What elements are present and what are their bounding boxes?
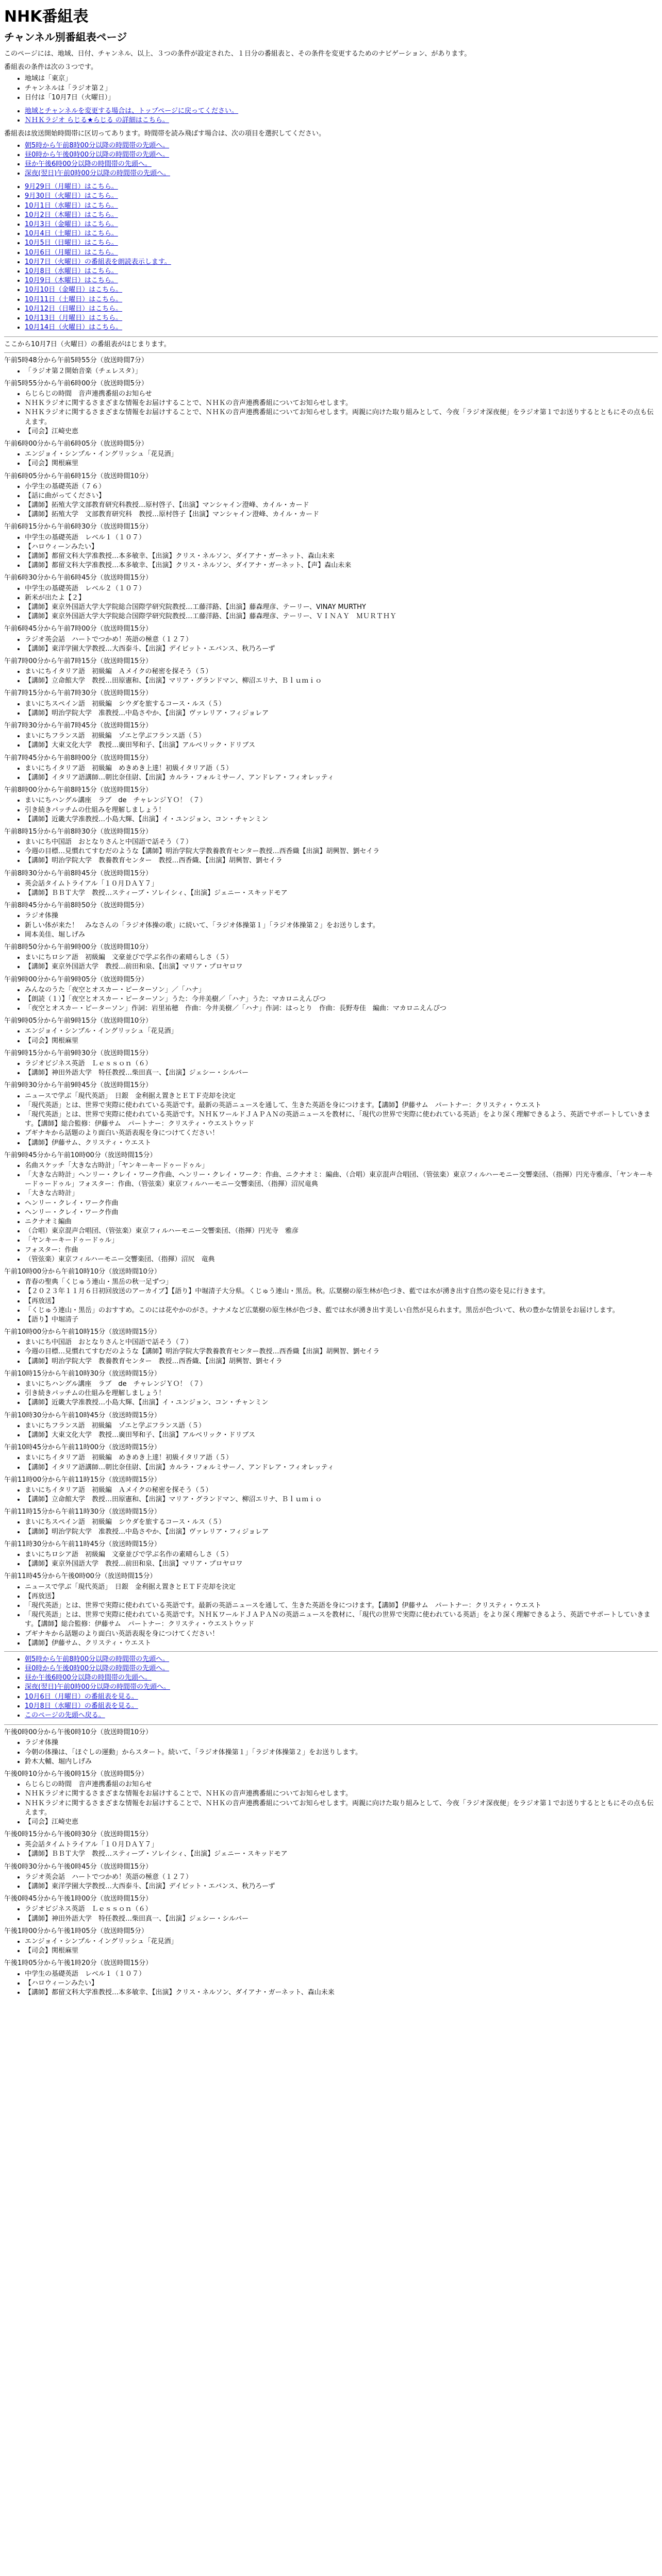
program-detail: • 【講師】拓殖大学 文部教育研究科 教授…原村啓子【出演】マンシャイン澄峰、カイル・カード <box>25 510 658 519</box>
program-time: 午前11時30分から午前11時45分（放送時間15分） <box>4 1540 161 1548</box>
program-title: • ラジオ英会話 ハートでつかめ！英語の極意（１２７） <box>25 1873 658 1882</box>
program-title: • ラジオビジネス英語 Ｌｅｓｓｏｎ（６） <box>25 1059 658 1069</box>
program-time: 午前8時45分から午前8時50分（放送時間5分） <box>4 902 148 910</box>
program-detail: • （管弦楽）東京フィルハーモニー交響楽団、（指揮）沼尻 竜典 <box>25 1255 658 1264</box>
mid-nav-list <box>4 1655 658 1720</box>
page-title: NHK番組表 <box>4 8 89 26</box>
program-details <box>4 1780 658 1827</box>
program-detail: • ヘンリー・クレイ・ワーク作曲 <box>25 1208 658 1217</box>
program-title: • ラジオ体操 <box>25 1738 658 1748</box>
program-details <box>4 482 658 520</box>
program-detail: • 【講師】明治学院大学 教養教育センター 教授…西香織、【出演】胡興智、劉セイラ <box>25 1357 658 1366</box>
program-details <box>4 635 658 654</box>
program-detail: • ヘンリー・クレイ・ワーク作曲 <box>25 1199 658 1208</box>
program-detail: • ＮＨＫラジオに関するさまざまな情報をお届けすることで、ＮＨＫの音声連携番組についてお知らせします。両親に向けた取り組みとして、今夜「ラジオ深夜便」をラジオ第１でお送りするとともにその点も伝えます。 <box>25 408 658 427</box>
program-detail: • 【講師】立命館大学 教授…田原憲和、【出演】マリア・グランドマン、柳沼エリナ、Ｂｌｕｍｉｏ <box>25 676 658 686</box>
program-detail: • 【講師】立命館大学 教授…田原憲和、【出演】マリア・グランドマン、柳沼エリナ、Ｂｌｕｍｉｏ <box>25 1495 658 1504</box>
program-time: 午前8時30分から午前8時45分（放送時間15分） <box>4 869 153 877</box>
program-details <box>4 838 658 866</box>
program-title: • まいにち中国語 おとなりさんと中国語で話そう（７） <box>25 1338 658 1347</box>
time-nav-link[interactable]: 昼か午後6時00分以降の時間帯の先頭へ。 <box>25 160 152 168</box>
mid-nav-link[interactable]: 10月6日（月曜日）の番組表を見る。 <box>25 1692 138 1701</box>
program-time: 午前6時45分から午前7時00分（放送時間15分） <box>4 625 153 633</box>
program-title: • まいにち中国語 おとなりさんと中国語で話そう（７） <box>25 838 658 847</box>
program-detail: • ブギナキから話題のより面白い英語表現を身につけてください！ <box>25 1129 658 1138</box>
program-detail: • 【司会】関根麻里 <box>25 459 658 468</box>
program-detail: • 【講師】ＢＢＴ大学 教授…スティーブ・ソレイシィ、【出演】ジェニー・スキッドモア <box>25 1850 658 1859</box>
program-slot <box>4 472 658 520</box>
program-slot <box>4 1328 658 1366</box>
program-time: 午前11時45分から午後0時00分（放送時間15分） <box>4 1572 157 1581</box>
program-details <box>4 986 658 1014</box>
program-details <box>4 450 658 468</box>
program-details <box>4 879 658 898</box>
program-slot <box>4 943 658 972</box>
program-details <box>4 1518 658 1536</box>
program-title: • 小学生の基礎英語（７６） <box>25 482 658 492</box>
program-time: 午前6時05分から午前6時15分（放送時間10分） <box>4 472 153 480</box>
program-detail: • 【講師】明治学院大学 教養教育センター 教授…西香織、【出演】胡興智、劉セイラ <box>25 856 658 866</box>
program-title: • エンジョイ・シンプル・イングリッシュ「花見酒」 <box>25 1027 658 1036</box>
program-time: 午前8時00分から午前8時15分（放送時間15分） <box>4 786 153 794</box>
program-slot <box>4 1540 658 1569</box>
program-time: 午前7時00分から午前7時15分（放送時間15分） <box>4 657 153 665</box>
program-slot <box>4 522 658 570</box>
schedule-start: ここから10月7日（火曜日）の番組表がはじまります。 <box>4 341 171 349</box>
program-title: • 「ラジオ第２開始音楽（チェレスタ）」 <box>25 367 658 376</box>
program-detail: • 【講師】イタリア語講師…朝比奈佳尉、【出演】カルラ・フォルミサーノ、アンドレア・フィオレッティ <box>25 773 658 783</box>
program-detail: • 引き続きパッチムの仕組みを理解しましょう！ <box>25 1389 658 1398</box>
program-title: • 中学生の基礎英語 レベル２（１０７） <box>25 584 658 594</box>
program-details <box>4 1092 658 1148</box>
program-detail: • フォスター：作曲 <box>25 1246 658 1255</box>
program-time: 午前7時45分から午前8時00分（放送時間15分） <box>4 754 153 762</box>
program-title: • 中学生の基礎英語 レベル１（１０７） <box>25 1970 658 1979</box>
program-detail: • 「大きな古時計」ヘンリー・クレイ・ワーク作曲、ヘンリー・クレイ・ワーク：作曲、ニクナオミ：編曲、（合唱）東京混声合唱団、（管弦楽）東京フィルハーモニー交響楽団、（指揮）円光寺雅彦、「ヤンキーキードゥードゥル」フォスター：作曲、（管弦楽）東京フィルハーモニー交響楽団、（指揮）沼尻竜典 <box>25 1171 658 1189</box>
mid-nav-link[interactable]: このページの先頭へ戻る。 <box>25 1711 105 1719</box>
program-details <box>4 796 658 824</box>
program-details <box>4 911 658 940</box>
program-title: • 名曲スケッチ「大きな古時計」「ヤンキーキードゥードゥル」 <box>25 1161 658 1171</box>
program-details <box>4 1278 658 1325</box>
program-details <box>4 1937 658 1956</box>
date-link[interactable]: 10月5日（日曜日）はこちら。 <box>25 239 118 247</box>
program-slot <box>4 1016 658 1046</box>
program-details <box>4 1486 658 1504</box>
program-detail: • 【講師】伊藤サム、クリスティ・ウエスト <box>25 1639 658 1648</box>
program-title: • まいにちハングル講座 ラブ de チャレンジＹＯ！（７） <box>25 1380 658 1389</box>
program-detail: • 岡本美佳、堀しげみ <box>25 930 658 940</box>
date-nav-list <box>4 182 658 332</box>
program-slot <box>4 1151 658 1264</box>
program-detail: • 「くじゅう連山・黒岳」のおすすめ。このには花やかのがさ。ナナメなど広葉樹の原生林が色づき、藍では水が湧き出す美しい自然が見られます。黒岳が色づいて、秋の豊かな情景をお届けします。 <box>25 1306 658 1315</box>
program-detail: • 【講師】明治学院大学 准教授…中島さやか、【出演】ヴァレリア・フィジョレア <box>25 709 658 718</box>
program-slot <box>4 1770 658 1827</box>
program-detail: • ブギナキから話題のより面白い英語表現を身につけてください！ <box>25 1630 658 1639</box>
program-title: • ニュースで学ぶ「現代英語」 日銀 金利据え置きとＥＴＦ売却を決定 <box>25 1092 658 1101</box>
program-detail: • 今週の目標…見慣れてすむだのような【講師】明治学院大学教養教育センター教授…西香織【出演】胡興智、劉セイラ <box>25 847 658 856</box>
mid-nav-link[interactable]: 昼0時から午後0時00分以降の時間帯の先頭へ。 <box>25 1665 170 1673</box>
program-slot <box>4 1728 658 1767</box>
program-time: 午前7時15分から午前7時30分（放送時間15分） <box>4 689 153 698</box>
program-title: • らじらじの時間 音声連携番組のお知らせ <box>25 389 658 399</box>
mid-nav-link[interactable]: 朝5時から午前8時00分以降の時間帯の先頭へ。 <box>25 1655 170 1663</box>
program-detail: • 【講師】東京外国語大学大学院総合国際学研究院教授…工藤洋路、【出演】藤森理彦、テーリー、VINAY MURTHY <box>25 603 658 612</box>
program-details <box>4 389 658 436</box>
program-time: 午後0時10分から午後0時15分（放送時間5分） <box>4 1770 148 1778</box>
time-nav-link[interactable]: 深夜(翌日)午前0時00分以降の時間帯の先頭へ。 <box>25 170 170 178</box>
program-detail: • 【講師】神田外語大学 特任教授…柴田真一、【出演】ジェシー・シルバー <box>25 1069 658 1078</box>
program-detail: • 【司会】江崎史恵 <box>25 427 658 436</box>
program-time: 午前9時15分から午前9時30分（放送時間15分） <box>4 1049 153 1057</box>
date-link[interactable]: 10月4日（土曜日）はこちら。 <box>25 230 118 238</box>
program-time: 午前6時00分から午前6時05分（放送時間5分） <box>4 439 148 448</box>
date-link[interactable]: 9月30日（火曜日）はこちら。 <box>25 192 118 200</box>
program-detail: • 新米が出たよ【２】 <box>25 594 658 603</box>
program-slot <box>4 1476 658 1505</box>
program-detail: • 【講師】都留文科大学准教授…本多敏幸、【出演】クリス・ネルソン、ダイアナ・ガーネット、【声】森山未来 <box>25 561 658 570</box>
program-slot <box>4 975 658 1014</box>
divider <box>4 352 658 353</box>
program-slot <box>4 1830 658 1859</box>
program-time: 午前10時15分から午前10時30分（放送時間15分） <box>4 1369 161 1378</box>
divider <box>4 336 658 337</box>
program-detail: • 今朝の体操は、「ほぐしの運動」からスタート。続いて、「ラジオ体操第１」「ラジオ体操第２」をお送りします。 <box>25 1748 658 1757</box>
program-detail: • 【２０２３年１１月６日初回放送のアーカイブ】【語り】中堀清子大分県。くじゅう連山・黒岳。秋。広葉樹の原生林が色づき、藍では水が湧き出す自然の姿を見に行きます。 <box>25 1287 658 1296</box>
program-slot <box>4 1411 658 1440</box>
program-detail: • 【語り】中堀清子 <box>25 1315 658 1325</box>
program-slot <box>4 689 658 718</box>
program-time: 午後1時05分から午後1時20分（放送時間15分） <box>4 1959 153 1968</box>
schedule-morning <box>4 356 658 1648</box>
program-detail: • 【講師】東京外国語大学 教授…前田和泉、【出演】マリア・プロヤロワ <box>25 962 658 972</box>
program-slot <box>4 1443 658 1472</box>
change-region-link[interactable]: 地域とチャンネルを変更する場合は、トップページに戻ってください。 <box>25 107 239 115</box>
program-time: 午前10時00分から午前10時10分（放送時間10分） <box>4 1267 161 1276</box>
program-slot <box>4 786 658 824</box>
program-details <box>4 1059 658 1078</box>
program-title: • ラジオ英会話 ハートでつかめ！英語の極意（１２７） <box>25 635 658 645</box>
conditions-label: 番組表の条件は次の３つです。 <box>4 63 97 72</box>
program-details <box>4 1161 658 1264</box>
date-link[interactable]: 10月14日（火曜日）はこちら。 <box>25 324 123 332</box>
date-link[interactable]: 10月13日（月曜日）はこちら。 <box>25 314 123 322</box>
program-detail: • ＮＨＫラジオに関するさまざまな情報をお届けすることで、ＮＨＫの音声連携番組についてお知らせします。 <box>25 1789 658 1799</box>
program-title: • ラジオ体操 <box>25 911 658 921</box>
program-title: • まいにちフランス語 初級編 ゾエと学ぶフランス語（５） <box>25 1421 658 1431</box>
program-title: • まいにちロシア語 初級編 文豪並びで学ぶ名作の素晴らしさ（５） <box>25 1550 658 1560</box>
program-detail: • 【講師】東洋学園大学教授…大西泰斗、【出演】デイビット・エバンス、秋乃ろーず <box>25 1882 658 1891</box>
program-slot <box>4 439 658 469</box>
program-title: • まいにちロシア語 初級編 文豪並びで学ぶ名作の素晴らしさ（５） <box>25 953 658 962</box>
program-slot <box>4 1894 658 1924</box>
program-details <box>4 1583 658 1648</box>
program-detail: • 【講師】都留文科大学准教授…本多敏幸、【出演】クリス・ネルソン、ダイアナ・ガーネット、森山未来 <box>25 1988 658 1997</box>
program-time: 午前10時30分から午前10時45分（放送時間15分） <box>4 1411 161 1419</box>
program-title: • 中学生の基礎英語 レベル１（１０７） <box>25 533 658 543</box>
program-detail: • 【講師】近畿大学准教授…小島大輝、【出演】イ・ユンジョン、コン・チャンミン <box>25 1398 658 1408</box>
condition-item: • 地域は「東京」 <box>25 74 658 83</box>
program-title: • まいにちイタリア語 初級編 Ａメイクの秘密を探そう（５） <box>25 667 658 676</box>
program-detail: • （合唱）東京混声合唱団、（管弦楽）東京フィルハーモニー交響楽団、（指揮）円光寺 雅彦 <box>25 1227 658 1236</box>
program-detail: • 「夜空とオスカー・ピーターソン」作詞：岩里祐穂 作曲：今井美樹／「ハナ」作詞：はっとり 作曲：長野寿佳 編曲：マカロニえんぴつ <box>25 1004 658 1013</box>
page-subtitle: チャンネル別番組表ページ <box>4 31 127 43</box>
program-detail: • 【講師】伊藤サム、クリスティ・ウエスト <box>25 1139 658 1148</box>
program-details <box>4 1338 658 1366</box>
program-details <box>4 764 658 783</box>
program-slot <box>4 827 658 866</box>
program-time: 午前8時50分から午前9時00分（放送時間10分） <box>4 943 153 951</box>
program-title: • エンジョイ・シンプル・イングリッシュ「花見酒」 <box>25 1937 658 1946</box>
program-detail: • ＮＨＫラジオに関するさまざまな情報をお届けすることで、ＮＨＫの音声連携番組についてお知らせします。 <box>25 399 658 408</box>
program-details <box>4 1380 658 1408</box>
date-link[interactable]: 10月8日（水曜日）はこちら。 <box>25 267 118 275</box>
schedule-afternoon <box>4 1728 658 1997</box>
program-detail: • 【講師】ＢＢＴ大学 教授…スティーブ・ソレイシィ、【出演】ジェニー・スキッドモア <box>25 889 658 898</box>
program-detail: • 【司会】江崎史恵 <box>25 1818 658 1827</box>
program-time: 午前6時15分から午前6時30分（放送時間15分） <box>4 523 153 531</box>
program-details <box>4 1453 658 1472</box>
condition-item: • チャンネルは「ラジオ第２」 <box>25 84 658 93</box>
program-title: • まいにちイタリア語 初級編 めきめき上達！初級イタリア語（５） <box>25 764 658 773</box>
program-details <box>4 1550 658 1569</box>
date-link[interactable]: 10月6日（月曜日）はこちら。 <box>25 248 118 257</box>
program-detail: • 【講師】都留文科大学准教授…本多敏幸、【出演】クリス・ネルソン、ダイアナ・ガーネット、森山未来 <box>25 552 658 561</box>
program-detail: • 【講師】東京外国語大学大学院総合国際学研究院教授…工藤洋路、【出演】藤森理彦、テーリー、ＶＩＮＡＹ ＭＵＲＴＨＹ <box>25 612 658 621</box>
program-detail: • 【講師】明治学院大学 准教授…中島さやか、【出演】ヴァレリア・フィジョレア <box>25 1528 658 1537</box>
program-details <box>4 953 658 972</box>
divider <box>4 1724 658 1725</box>
program-detail: • 「現代英語」とは、世界で実際に使われている英語です。ＮＨＫワールドＪＡＰＡＮの英語ニュースを教材に、「現代の世界で実際に使われている英語」をより深く理解できるよう、英語でサポートしていきます。【講師】総合監修：伊藤サム パートナー：クリスティ・ウエストウッド <box>25 1110 658 1129</box>
program-detail: • 「ヤンキーキードゥードゥル」 <box>25 1236 658 1245</box>
time-nav-list <box>4 141 658 179</box>
program-detail: • 【講師】拓殖大学文部教育研究科教授…原村啓子、【出演】マンシャイン澄峰、カイル・カード <box>25 501 658 510</box>
date-link[interactable]: 10月12日（日曜日）はこちら。 <box>25 304 123 313</box>
program-title: • まいにちフランス語 初級編 ゾエと学ぶフランス語（５） <box>25 732 658 741</box>
program-details <box>4 1421 658 1440</box>
program-title: • 英会話タイムトライアル「１０月ＤＡＹ７」 <box>25 1840 658 1850</box>
program-details <box>4 700 658 718</box>
program-title: • 英会話タイムトライアル「１０月ＤＡＹ７」 <box>25 879 658 889</box>
program-title: • みんなのうた「夜空とオスカー・ピーターソン」／「ハナ」 <box>25 986 658 995</box>
date-link[interactable]: 10月3日（金曜日）はこちら。 <box>25 221 118 228</box>
program-detail: • 【講師】東京外国語大学 教授…前田和泉、【出演】マリア・プロヤロワ <box>25 1560 658 1569</box>
program-detail: • 新しい体が来た！ みなさんの「ラジオ体操の歌」に続いて、「ラジオ体操第１」「ラジオ体操第２」をお送りします。 <box>25 921 658 930</box>
program-time: 午前9時05分から午前9時15分（放送時間10分） <box>4 1017 153 1025</box>
program-detail: • 今週の目標…見慣れてすむだのような【講師】明治学院大学教養教育センター教授…西香織【出演】胡興智、劉セイラ <box>25 1347 658 1357</box>
program-slot <box>4 1507 658 1537</box>
date-link[interactable]: 9月29日（月曜日）はこちら。 <box>25 183 118 191</box>
program-detail: • 【朗読（１）】「夜空とオスカー・ピーターソン」うた：今井美樹／「ハナ」うた：マカロニえんぴつ <box>25 995 658 1004</box>
page-lead: このページには、地域、日付、チャンネル、以上、３つの条件が設定された、１日分の番組表と、その条件を変更するためのナビゲーション、があります。 <box>4 50 471 58</box>
program-time: 午後0時00分から午後0時10分（放送時間10分） <box>4 1728 153 1737</box>
program-time: 午後0時45分から午後1時00分（放送時間15分） <box>4 1895 153 1903</box>
program-detail: • 【講師】イタリア語講師…朝比奈佳尉、【出演】カルラ・フォルミサーノ、アンドレア・フィオレッティ <box>25 1463 658 1472</box>
program-title: • ラジオビジネス英語 Ｌｅｓｓｏｎ（６） <box>25 1905 658 1914</box>
program-slot <box>4 754 658 783</box>
program-time: 午前7時30分から午前7時45分（放送時間15分） <box>4 722 153 730</box>
program-detail: • 「大きな古時計」 <box>25 1189 658 1198</box>
program-detail: • 【ハロウィーンみたい】 <box>25 543 658 552</box>
program-detail: • 「現代英語」とは、世界で実際に使われている英語です。ＮＨＫワールドＪＡＰＡＮの英語ニュースを教材に、「現代の世界で実際に使われている英語」をより深く理解できるよう、英語でサポートしていきます。【講師】総合監修：伊藤サム パートナー：クリスティ・ウエストウッド <box>25 1611 658 1629</box>
program-details <box>4 1738 658 1767</box>
program-time: 午前9時00分から午前9時05分（放送時間5分） <box>4 975 148 984</box>
program-slot <box>4 1081 658 1147</box>
program-slot <box>4 1267 658 1325</box>
program-details <box>4 1840 658 1859</box>
program-time: 午前6時30分から午前6時45分（放送時間15分） <box>4 574 153 582</box>
program-slot <box>4 379 658 436</box>
program-detail: • 引き続きパッチムの仕組みを理解しましょう！ <box>25 806 658 815</box>
program-detail: • ニクナオミ編曲 <box>25 1217 658 1227</box>
time-nav-label: 番組表は放送開始時間帯に区切ってあります。時間帯を読み飛ばす場合は、次の項目を選択してください。 <box>4 130 325 138</box>
program-time: 午前11時00分から午前11時15分（放送時間15分） <box>4 1476 161 1484</box>
program-details <box>4 732 658 750</box>
program-detail: • 【再放送】 <box>25 1592 658 1601</box>
program-details <box>4 1027 658 1045</box>
program-details <box>4 584 658 622</box>
program-title: • まいにちスペイン語 初級編 シウダを旅するコース・ルス（５） <box>25 1518 658 1527</box>
program-time: 午後0時30分から午後0時45分（放送時間15分） <box>4 1862 153 1871</box>
program-slot <box>4 1049 658 1078</box>
program-slot <box>4 1369 658 1408</box>
program-time: 午前10時45分から午前11時00分（放送時間15分） <box>4 1444 161 1452</box>
program-detail: • 【ハロウィーンみたい】 <box>25 1979 658 1988</box>
time-nav-link[interactable]: 朝5時から午前8時00分以降の時間帯の先頭へ。 <box>25 141 170 149</box>
program-time: 午前5時55分から午前6時00分（放送時間5分） <box>4 379 148 387</box>
date-link[interactable]: 10月11日（土曜日）はこちら。 <box>25 295 123 303</box>
program-details <box>4 667 658 686</box>
program-details <box>4 533 658 571</box>
program-detail: • 「現代英語」とは、世界で実際に使われている英語です。最新の英語ニュースを通して、生きた英語を身につけます。【講師】伊藤サム パートナー：クリスティ・ウエスト <box>25 1601 658 1611</box>
program-slot <box>4 721 658 751</box>
program-detail: • 【講師】近畿大学准教授…小島大輝、【出演】イ・ユンジョン、コン・チャンミン <box>25 815 658 824</box>
program-time: 午前9時45分から午前10時00分（放送時間15分） <box>4 1151 157 1159</box>
program-detail: • 【講師】神田外語大学 特任教授…柴田真一、【出演】ジェシー・シルバー <box>25 1914 658 1924</box>
program-details <box>4 1970 658 1998</box>
program-time: 午前11時15分から午前11時30分（放送時間15分） <box>4 1508 161 1516</box>
program-time: 午前8時15分から午前8時30分（放送時間15分） <box>4 827 153 836</box>
program-detail: • 【講師】東洋学園大学教授…大西泰斗、【出演】デイビット・エバンス、秋乃ろーず <box>25 645 658 654</box>
program-slot <box>4 1927 658 1956</box>
radiru-link[interactable]: ＮＨＫラジオ らじる★らじる の詳細はこちら。 <box>25 116 169 125</box>
program-detail: • 「現代英語」とは、世界で実際に使われている英語です。最新の英語ニュースを通して、生きた英語を身につけます。【講師】伊藤サム パートナー：クリスティ・ウエスト <box>25 1101 658 1110</box>
time-nav-link[interactable]: 昼0時から午後0時00分以降の時間帯の先頭へ。 <box>25 150 170 159</box>
program-detail: • 【講師】大東文化大学 教授…廣田琴和子、【出演】アルベリック・ドリブス <box>25 1431 658 1440</box>
program-detail: • 【司会】関根麻里 <box>25 1946 658 1956</box>
program-slot <box>4 901 658 940</box>
program-detail: • 【司会】関根麻里 <box>25 1037 658 1046</box>
program-details <box>4 367 658 376</box>
program-detail: • 【再放送】 <box>25 1297 658 1306</box>
program-title: • らじらじの時間 音声連携番組のお知らせ <box>25 1780 658 1789</box>
program-time: 午後0時15分から午後0時30分（放送時間15分） <box>4 1831 153 1839</box>
program-title: • ニュースで学ぶ「現代英語」 日銀 金利据え置きとＥＴＦ売却を決定 <box>25 1583 658 1592</box>
program-title: • 青春の聖典「くじゅう連山・黒岳の秋一足ずつ」 <box>25 1278 658 1287</box>
program-detail: • 鈴木大輔、堀内しげみ <box>25 1757 658 1767</box>
program-detail: • 【話に曲がってください】 <box>25 492 658 501</box>
program-title: • エンジョイ・シンプル・イングリッシュ「花見酒」 <box>25 450 658 459</box>
divider <box>4 1651 658 1652</box>
program-title: • まいにちイタリア語 初級編 Ａメイクの秘密を探そう（５） <box>25 1486 658 1495</box>
mid-nav-link[interactable]: 10月8日（水曜日）の番組表を見る。 <box>25 1702 138 1710</box>
program-time: 午後1時00分から午後1時05分（放送時間5分） <box>4 1927 148 1935</box>
program-details <box>4 1905 658 1923</box>
program-detail: • 【講師】大東文化大学 教授…廣田琴和子、【出演】アルベリック・ドリブス <box>25 741 658 750</box>
program-slot <box>4 573 658 621</box>
date-link[interactable]: 10月9日（木曜日）はこちら。 <box>25 277 118 285</box>
program-title: • まいにちスペイン語 初級編 シウダを旅するコース・ルス（５） <box>25 700 658 709</box>
program-slot <box>4 624 658 654</box>
program-slot <box>4 356 658 376</box>
change-links <box>4 107 658 125</box>
program-time: 午前5時48分から午前5時55分（放送時間7分） <box>4 357 148 365</box>
program-slot <box>4 1862 658 1892</box>
mid-nav-link[interactable]: 深夜(翌日)午前0時00分以降の時間帯の先頭へ。 <box>25 1683 170 1691</box>
date-link[interactable]: 10月2日（木曜日）はこちら。 <box>25 211 118 219</box>
program-slot <box>4 1959 658 1997</box>
mid-nav-link[interactable]: 昼か午後6時00分以降の時間帯の先頭へ。 <box>25 1674 152 1682</box>
program-time: 午前10時00分から午前10時15分（放送時間15分） <box>4 1328 161 1336</box>
program-details <box>4 1873 658 1891</box>
condition-item: • 日付は「10月7日（火曜日）」 <box>25 93 658 103</box>
program-slot <box>4 869 658 899</box>
program-title: • まいにちイタリア語 初級編 めきめき上達！初級イタリア語（５） <box>25 1453 658 1463</box>
date-link[interactable]: 10月1日（水曜日）はこちら。 <box>25 201 118 210</box>
date-link[interactable]: 10月10日（金曜日）はこちら。 <box>25 286 123 294</box>
program-time: 午前9時30分から午前9時45分（放送時間15分） <box>4 1081 153 1090</box>
date-link[interactable]: 10月7日（火曜日）の番組表を朗読表示します。 <box>25 258 171 266</box>
program-title: • まいにちハングル講座 ラブ de チャレンジＹＯ！（７） <box>25 796 658 805</box>
program-detail: • ＮＨＫラジオに関するさまざまな情報をお届けすることで、ＮＨＫの音声連携番組についてお知らせします。両親に向けた取り組みとして、今夜「ラジオ深夜便」をラジオ第１でお送りするとともにその点も伝えます。 <box>25 1799 658 1818</box>
program-slot <box>4 1572 658 1648</box>
program-slot <box>4 657 658 686</box>
conditions-list <box>4 74 658 103</box>
